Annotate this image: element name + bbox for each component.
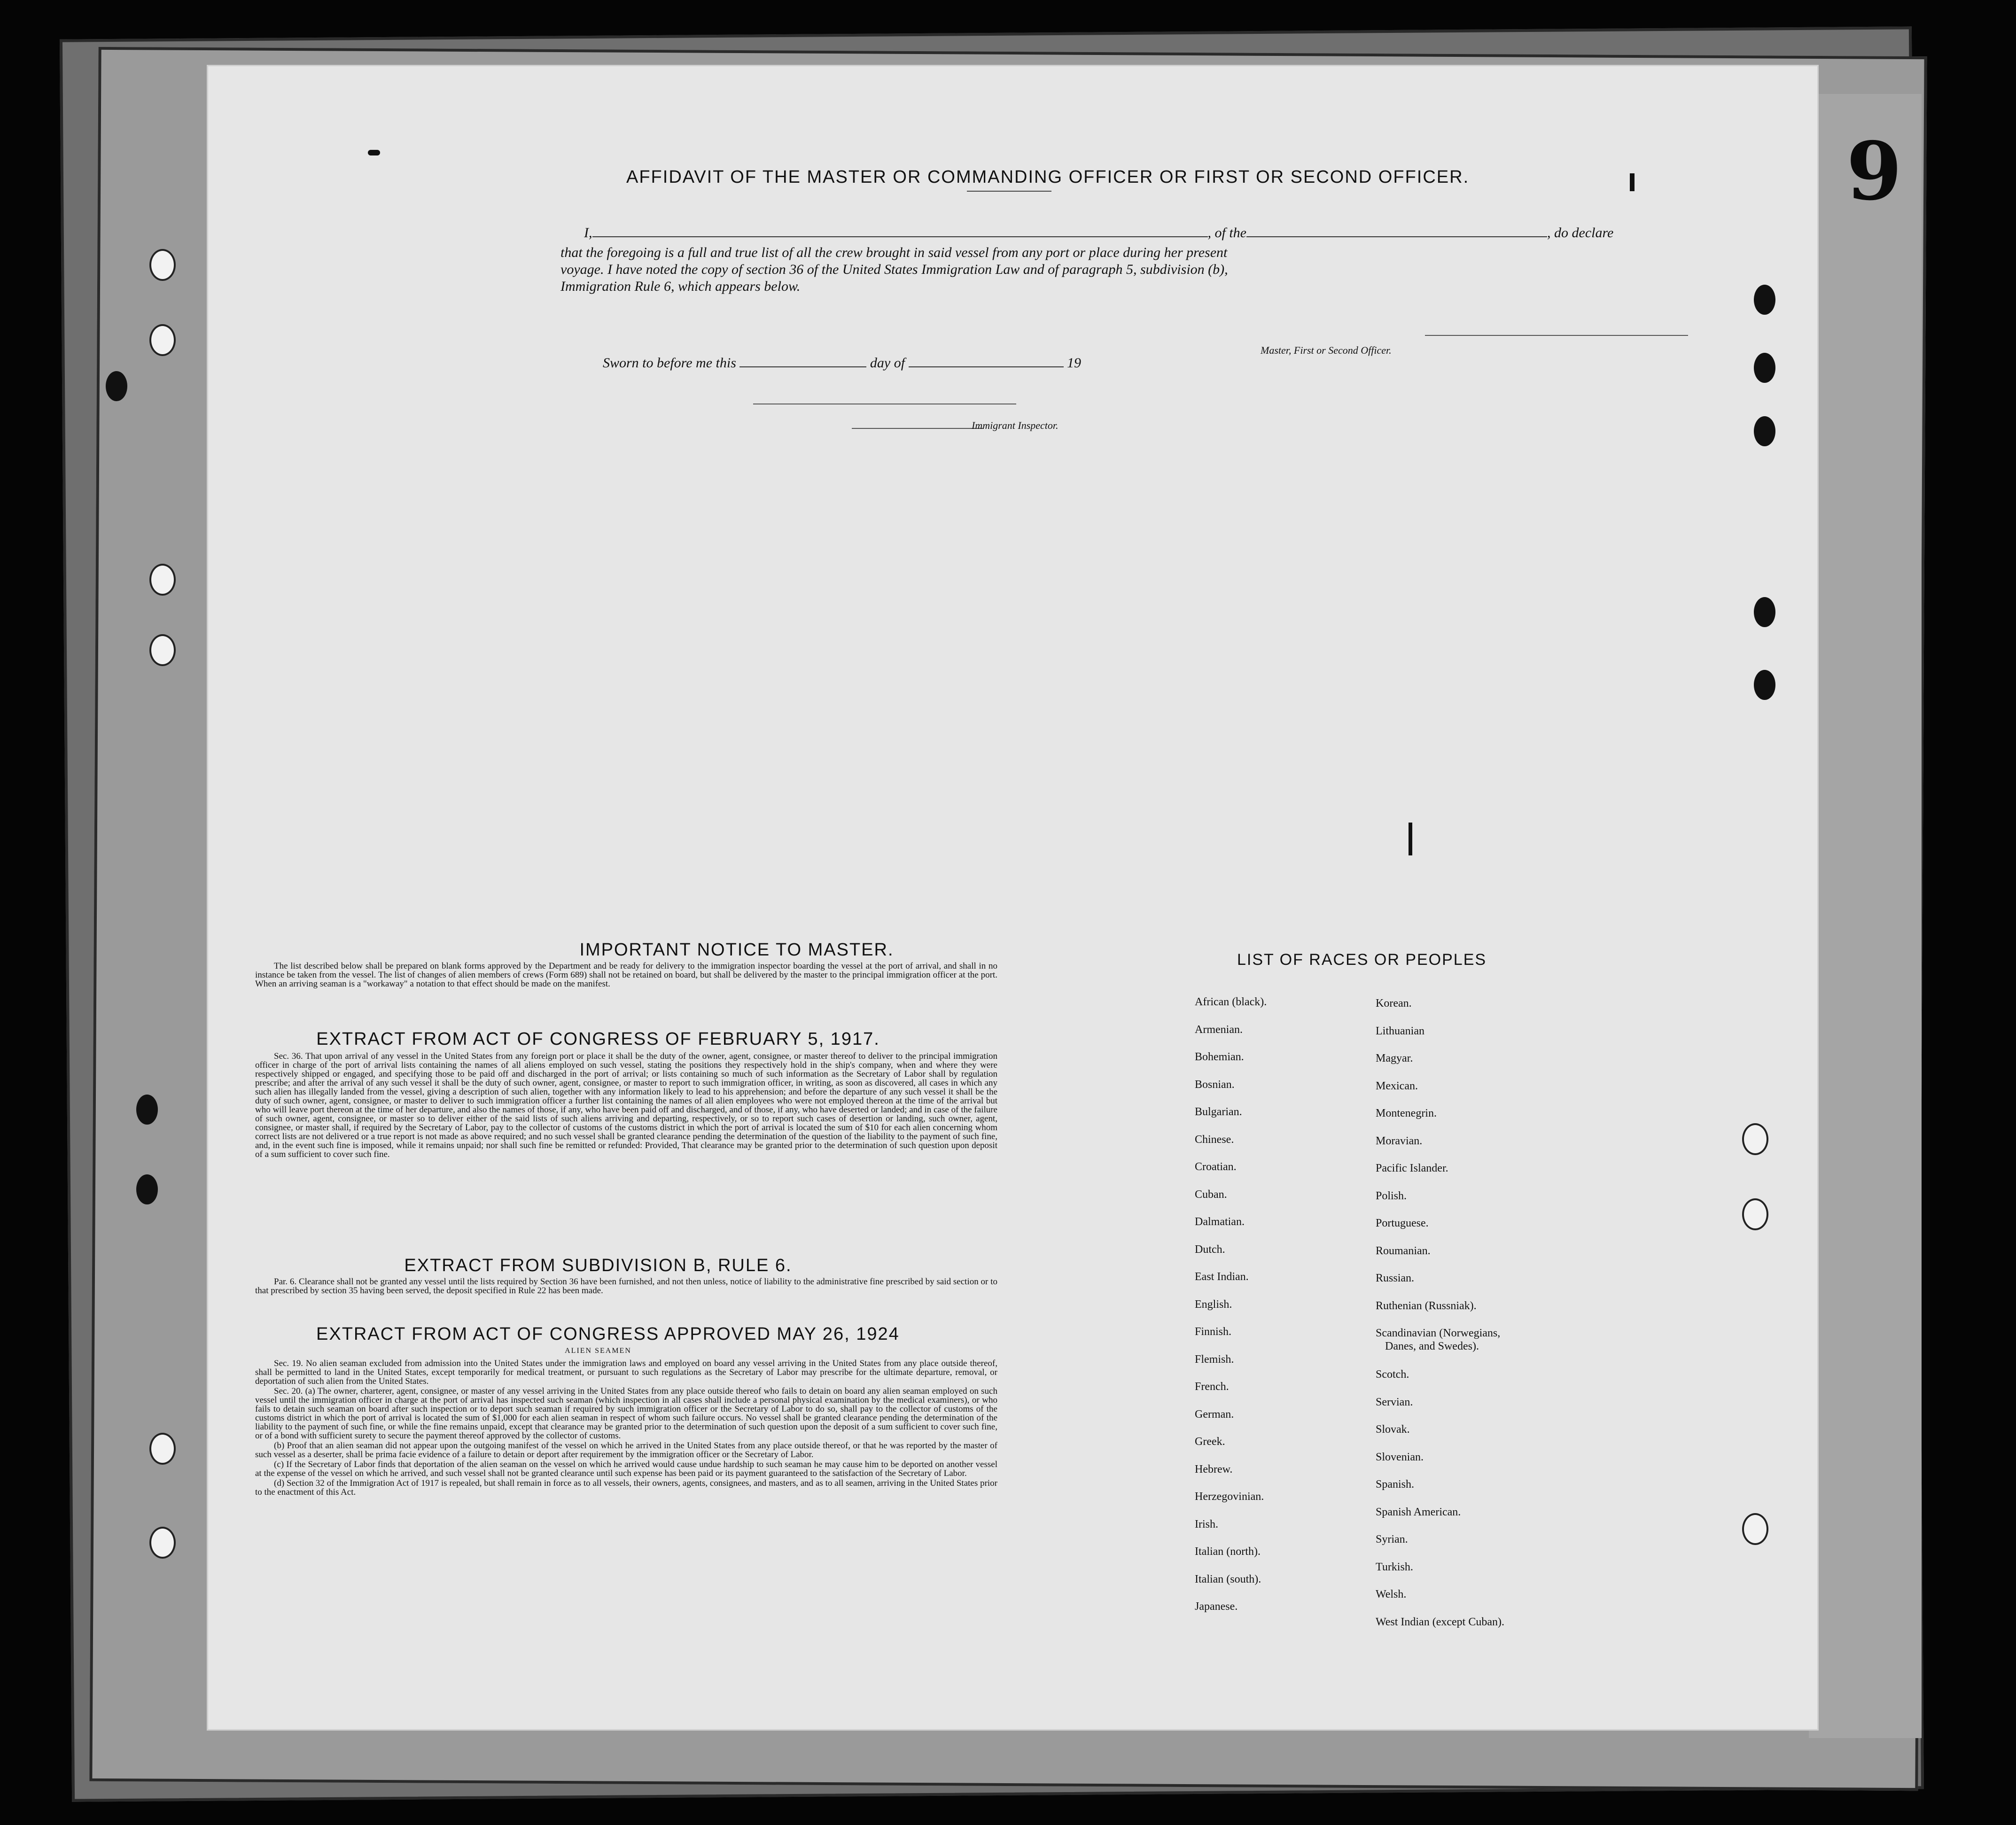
affidavit-line-4: Immigration Rule 6, which appears below.	[560, 279, 801, 294]
name-field[interactable]	[592, 225, 1208, 237]
inspector-signature-line-2[interactable]	[852, 428, 983, 429]
race-item: Turkish.	[1376, 1561, 1413, 1573]
punch-hole	[1754, 670, 1775, 700]
race-item: Italian (south).	[1195, 1573, 1261, 1585]
punch-hole	[106, 371, 127, 401]
punch-hole	[1742, 1123, 1768, 1155]
race-item: German.	[1195, 1408, 1234, 1421]
act-1917-body	[255, 1052, 997, 1160]
race-item: Scotch.	[1376, 1368, 1409, 1381]
vessel-field[interactable]	[1246, 225, 1547, 237]
race-item: French.	[1195, 1381, 1229, 1393]
important-notice-title: IMPORTANT NOTICE TO MASTER.	[579, 940, 894, 960]
race-item: Dalmatian.	[1195, 1216, 1245, 1228]
race-item: Russian.	[1376, 1272, 1415, 1284]
punch-hole	[1754, 353, 1775, 383]
race-item: Chinese.	[1195, 1133, 1234, 1146]
act-1917-text: Sec. 36. That upon arrival of any vessel in the United States from any foreign port or place it shall be the duty of the owner, agent, consignee, or master thereof to deliver to the principal immigration officer in charge of the port of arrival lists containing the names of all aliens employed on such vessel, stating the positions they respectively hold in the ship's company, when and where they were respectively shipped or engaged, and specifying those to be paid off and discharged in the port of arrival; or lists containing so much of such information as the Secretary of Labor shall by regulation prescribe; and after the arrival of any such vessel it shall be the duty of such owner, agent, consignee, or master to report to such immigration officer, in writing, as soon as discovered, all cases in which any such alien has illegally landed from the vessel, giving a description of such alien, together with any information likely to lead to his apprehension; and before the departure of any such vessel it shall be the duty of such owner, agent, consignee, or master to deliver to such immigration officer a further list containing the names of all alien employees who were not employed thereon at the time of the arrival but who will leave port thereon at the time of her departure, and also the names of those, if any, who have been paid off and discharged, and of those, if any, who have deserted or landed; and in case of the failure of such owner, agent, consignee, or master so to deliver either of the said lists of such aliens arriving and departing, respectively, or so to report such cases of desertion or landing, such owner, agent, consignee, or master shall, if required by the Secretary of Labor, pay to the collector of customs of the customs district in which the port of arrival is located the sum of $10 for each alien concerning whom correct lists are not delivered or a true report is not made as above required; and no such vessel shall be granted clearance pending the determination of the question of the liability to the payment of such fine, and, in the event such fine is imposed, while it remains unpaid; nor shall such fine be remitted or refunded: Provided, That clearance may be granted prior to the determination of such question upon deposit of a sum sufficient to cover such fine.	[255, 1051, 997, 1159]
race-item: Bohemian.	[1195, 1051, 1244, 1063]
master-label: Master, First or Second Officer.	[1261, 344, 1392, 356]
rule-6-body	[255, 1277, 997, 1296]
affidavit-line-1	[584, 225, 1613, 241]
race-item: English.	[1195, 1298, 1232, 1311]
punch-hole	[136, 1174, 158, 1204]
act-1924-sec-19: Sec. 19. No alien seaman excluded from admission into the United States under the immigration laws and employed on board any vessel arriving in the United States from any place outside thereof, shall be permitted to land in the United States, except temporarily for medical treatment, or pursuant to such regulations as the Secretary of Labor may prescribe for the ultimate departure, removal, or deportation of such alien from the United States.	[255, 1359, 997, 1386]
sworn-day-field[interactable]	[739, 355, 866, 367]
race-item: West Indian (except Cuban).	[1376, 1615, 1504, 1628]
affidavit-line-3: voyage. I have noted the copy of section 36 of the United States Immigration Law and of paragraph 5, subdivision (b),	[560, 262, 1228, 277]
races-title: LIST OF RACES OR PEOPLES	[1237, 951, 1487, 969]
race-item: Moravian.	[1376, 1134, 1423, 1147]
punch-hole	[1754, 597, 1775, 627]
race-item: Montenegrin.	[1376, 1107, 1437, 1119]
race-item: Slovak.	[1376, 1423, 1410, 1436]
race-item: Portuguese.	[1376, 1217, 1429, 1229]
race-item: Polish.	[1376, 1189, 1407, 1202]
race-item: Mexican.	[1376, 1079, 1418, 1092]
race-item: Scandinavian (Norwegians,	[1376, 1327, 1501, 1339]
rule-6-title: EXTRACT FROM SUBDIVISION B, RULE 6.	[404, 1256, 792, 1275]
race-item: Syrian.	[1376, 1533, 1408, 1545]
race-item: Danes, and Swedes).	[1385, 1340, 1479, 1352]
punch-hole	[149, 564, 176, 596]
important-notice-text: The list described below shall be prepared on blank forms approved by the Department and be ready for delivery to the immigration inspector boarding the vessel at the port of arrival, and shall in no instance be taken from the vessel. The list of changes of alien members of crews (Form 689) shall not be retained on board, but shall be delivered by the master to the principal immigration officer at the port. When an arriving seaman is a "workaway" a notation to that effect should be made on the manifest.	[255, 961, 997, 989]
race-item: Slovenian.	[1376, 1451, 1424, 1463]
race-item: Spanish.	[1376, 1478, 1415, 1491]
race-item: Bosnian.	[1195, 1078, 1235, 1091]
punch-hole	[1742, 1513, 1768, 1545]
race-item: Ruthenian (Russniak).	[1376, 1299, 1477, 1312]
race-item: Armenian.	[1195, 1023, 1243, 1036]
race-item: East Indian.	[1195, 1271, 1249, 1283]
race-item: Korean.	[1376, 997, 1412, 1010]
act-1917-title: EXTRACT FROM ACT OF CONGRESS OF FEBRUARY 5, 1917.	[316, 1029, 880, 1049]
punch-hole	[1742, 1198, 1768, 1230]
race-item: Lithuanian	[1376, 1025, 1424, 1037]
act-1924-sec-20b: (b) Proof that an alien seaman did not appear upon the outgoing manifest of the vessel on which he arrived in the United States from any place outside thereof, or that he was reported by the master of such vessel as a deserter, shall be prima facie evidence of a failure to detain or deport after requirement by the immigration officer or the Secretary of Labor.	[255, 1441, 997, 1460]
act-1924-body	[255, 1359, 997, 1498]
affidavit-title: AFFIDAVIT OF THE MASTER OR COMMANDING OFFICER OR FIRST OR SECOND OFFICER.	[626, 167, 1470, 187]
race-item: Finnish.	[1195, 1326, 1232, 1338]
affidavit-i: I,	[584, 225, 592, 241]
alien-seamen-subheading: ALIEN SEAMEN	[565, 1347, 631, 1355]
race-item: Greek.	[1195, 1436, 1225, 1448]
page-number: 9	[1846, 124, 1902, 218]
race-item: Bulgarian.	[1195, 1106, 1242, 1118]
race-item: Pacific Islander.	[1376, 1162, 1448, 1174]
race-item: Magyar.	[1376, 1052, 1413, 1064]
year-prefix: 19	[1067, 355, 1082, 371]
race-item: Dutch.	[1195, 1243, 1225, 1256]
ink-mark	[1409, 823, 1412, 855]
punch-hole	[149, 1527, 176, 1559]
title-rule	[967, 191, 1051, 192]
ink-mark	[1630, 173, 1635, 191]
race-item: Flemish.	[1195, 1353, 1234, 1366]
punch-hole	[149, 1433, 176, 1465]
day-of-text: day of	[870, 355, 905, 371]
crew-list-form-page	[207, 65, 1819, 1731]
act-1924-sec-20a: Sec. 20. (a) The owner, charterer, agent, consignee, or master of any vessel arriving in the United States from any place outside thereof who fails to detain on board any alien seaman employed on such vessel until the immigration officer in charge at the port of arrival has inspected such seaman (which inspection in all cases shall include a personal physical examination by the medical examiners), or who fails to detain such seaman on board after such inspection or to deport such seaman if required by such immigration officer or the Secretary of Labor to do so, shall pay to the collector of customs of the customs district in which the port of arrival is located the sum of $1,000 for each alien seaman in respect of whom such failure occurs. No vessel shall be granted clearance pending the determination of the liability to the payment of such fine, or while the fine remains unpaid, except that clearance may be granted prior to the determination of such question upon the deposit of a sum sufficient to cover such fine, or of a bond with sufficient surety to secure the payment thereof approved by the collector of customs.	[255, 1386, 997, 1441]
affidavit-line-2: that the foregoing is a full and true list of all the crew brought in said vessel from any port or place during her present	[560, 245, 1228, 260]
races-right-column	[1376, 998, 1504, 1644]
race-item: Servian.	[1376, 1396, 1413, 1408]
act-1924-title: EXTRACT FROM ACT OF CONGRESS APPROVED MAY 26, 1924	[316, 1324, 900, 1344]
background-sheet-edge	[1809, 94, 1922, 1738]
race-item: Hebrew.	[1195, 1463, 1233, 1476]
punch-hole	[136, 1095, 158, 1125]
race-item: African (black).	[1195, 996, 1267, 1008]
affidavit-do-declare: , do declare	[1547, 225, 1614, 241]
sworn-line	[603, 355, 1081, 371]
act-1924-sec-20d: (d) Section 32 of the Immigration Act of 1917 is repealed, but shall remain in force as to all vessels, their owners, agents, consignees, and masters, and as to all seamen, arriving in the United States prior to the enactment of this Act.	[255, 1478, 997, 1497]
punch-hole	[1754, 285, 1775, 315]
race-item: Welsh.	[1376, 1588, 1407, 1600]
sworn-text: Sworn to before me this	[603, 355, 736, 371]
affidavit-of-the: , of the	[1207, 225, 1246, 241]
punch-hole	[1754, 416, 1775, 446]
punch-hole	[149, 249, 176, 281]
master-signature-line[interactable]	[1425, 335, 1688, 336]
punch-hole	[149, 324, 176, 356]
inspector-label: Immigrant Inspector.	[972, 419, 1059, 431]
race-item: Italian (north).	[1195, 1545, 1261, 1558]
ink-mark	[368, 150, 380, 155]
race-item: Croatian.	[1195, 1161, 1237, 1173]
rule-6-text: Par. 6. Clearance shall not be granted any vessel until the lists required by Section 36 have been furnished, and not then unless, notice of liability to the administrative fine prescribed by said section or to that prescribed by section 35 having been served, the deposit specified in Rule 22 has been made.	[255, 1277, 997, 1296]
act-1924-sec-20c: (c) If the Secretary of Labor finds that deportation of the alien seaman on the vessel on which he arrived would cause undue hardship to such seaman he may cause him to be deported on another vessel at the expense of the vessel on which he arrived, and such vessel shall not be granted clearance until such expense has been paid or its payment guaranteed to the satisfaction of the Secretary of Labor.	[255, 1460, 997, 1478]
races-left-column	[1195, 996, 1267, 1629]
race-item: Roumanian.	[1376, 1244, 1431, 1257]
important-notice-body	[255, 962, 997, 989]
race-item: Herzegovinian.	[1195, 1491, 1264, 1503]
race-item: Irish.	[1195, 1518, 1218, 1530]
punch-hole	[149, 634, 176, 666]
race-item: Japanese.	[1195, 1600, 1238, 1613]
race-item: Cuban.	[1195, 1188, 1227, 1201]
sworn-month-field[interactable]	[909, 355, 1064, 367]
race-item: Spanish American.	[1376, 1506, 1461, 1518]
